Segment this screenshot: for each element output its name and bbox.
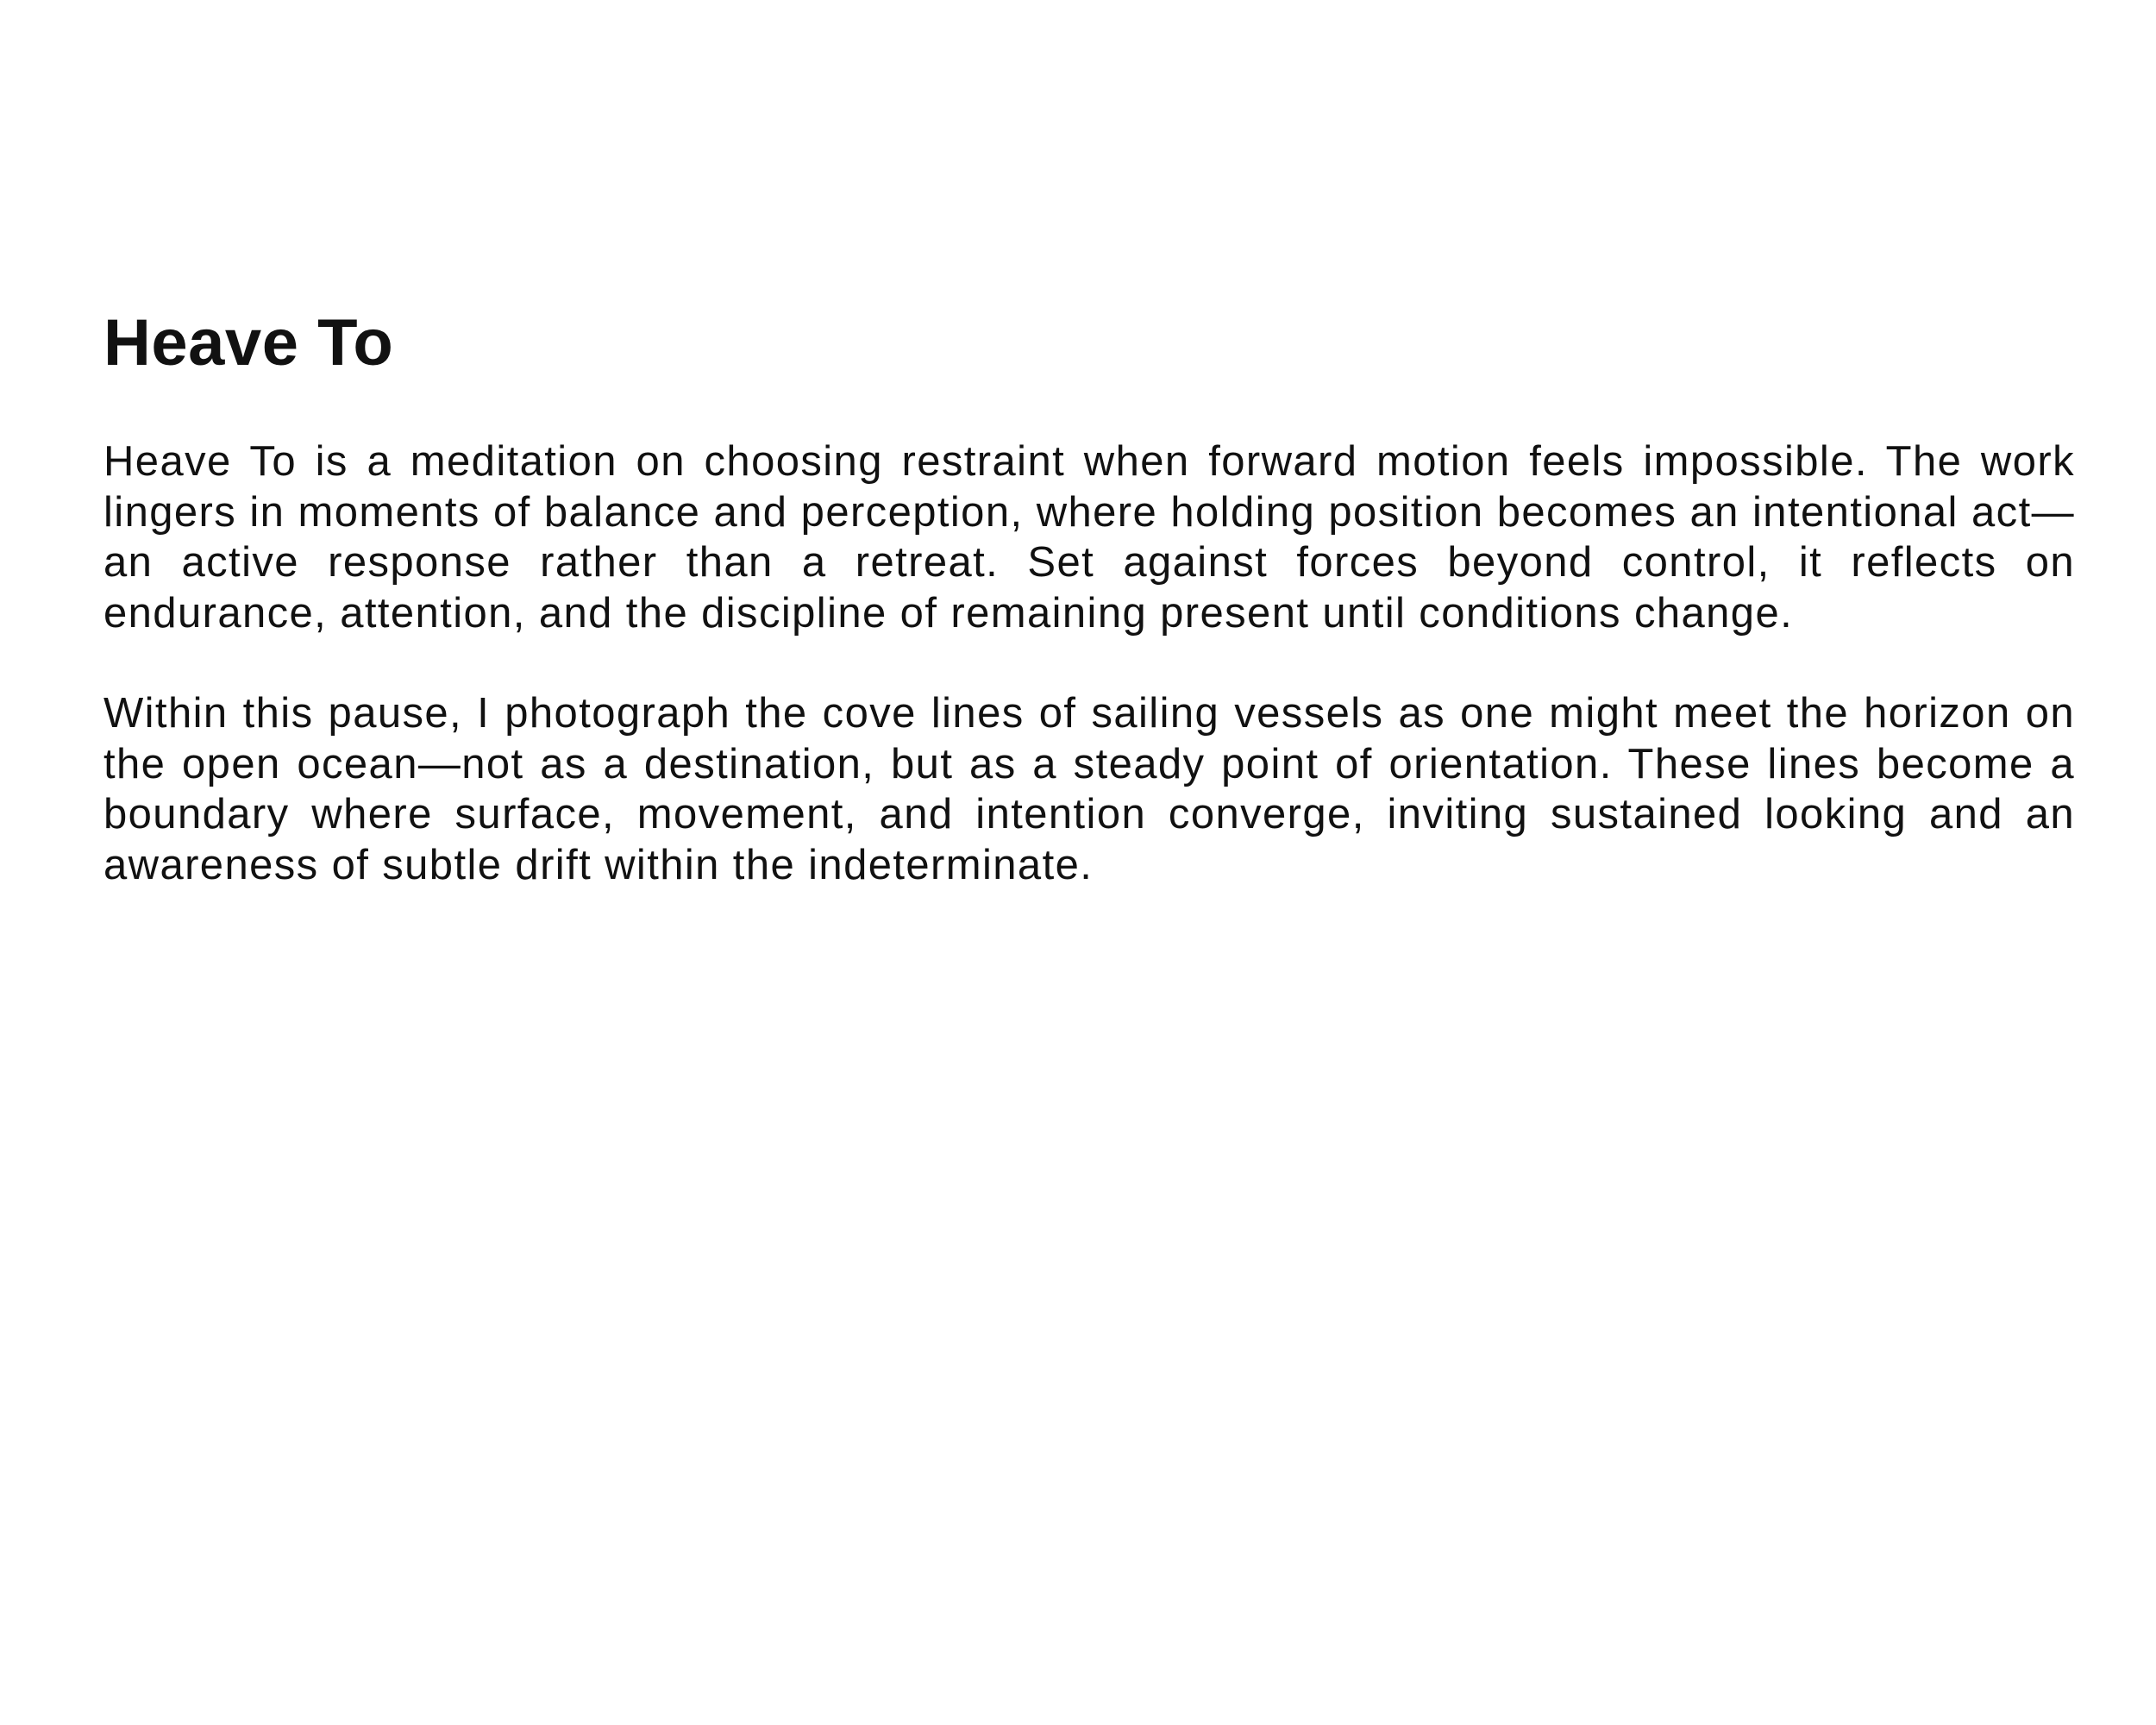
- body-paragraph-1: Heave To is a meditation on choosing restraint when forward motion feels impossible. The work lingers in moments of balance and perception, where holding position becomes an intentional act—an active response rather than a retreat. Set against forces beyond control, it reflects on endurance, attention, and the discipline of remaining present until conditions change.: [103, 438, 2075, 637]
- document-title: Heave To: [103, 306, 394, 380]
- document-page: [103, 304, 2075, 890]
- body-paragraph-2: Within this pause, I photograph the cove lines of sailing vessels as one might meet the horizon on the open ocean—not as a destination, but as a steady point of orientation. These lines become a boundary where surface, movement, and intention converge, inviting sustained looking and an awareness of subtle drift within the indeterminate.: [103, 690, 2075, 888]
